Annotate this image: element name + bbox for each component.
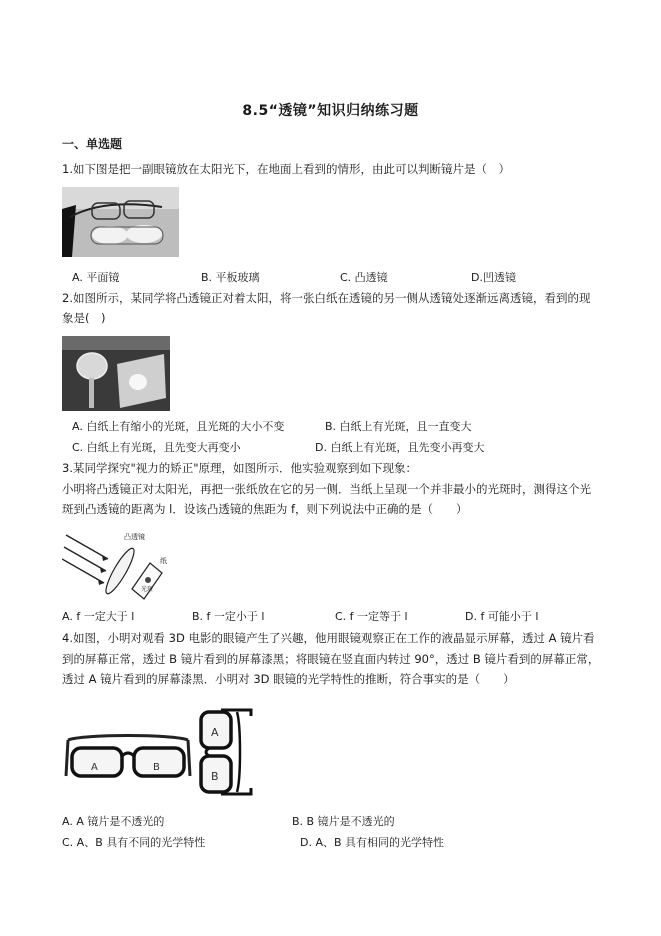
q4-option-c[interactable]: C. A、B 具有不同的光学特性 xyxy=(62,836,206,849)
q2-figure-lens-sun xyxy=(62,336,170,411)
q1-option-a[interactable]: A. 平面镜 xyxy=(72,271,120,284)
q4-option-b[interactable]: B. B 镜片是不透光的 xyxy=(292,815,395,828)
q4-lens-b-label: B xyxy=(153,762,160,773)
q3-option-b[interactable]: B. f 一定小于 l xyxy=(192,610,265,623)
q2-option-a[interactable]: A. 白纸上有缩小的光斑，且光斑的大小不变 xyxy=(72,420,285,433)
q4-text-line1: 4.如图，小明对观看 3D 电影的眼镜产生了兴趣，他用眼镜观察正在工作的液晶显示屏幕，透过 A 镜片看 xyxy=(62,631,595,645)
q3-text-line3: 斑到凸透镜的距离为 l．设该凸透镜的焦距为 f，则下列说法中正确的是（ ） xyxy=(62,502,468,516)
q2-option-b[interactable]: B. 白纸上有光斑，且一直变大 xyxy=(325,420,472,433)
q3-label-paper: 纸 xyxy=(160,557,167,565)
q4-rot-lens-b-label: B xyxy=(211,770,219,783)
q2-text-line2: 象是( ) xyxy=(62,311,106,325)
q3-label-lens: 凸透镜 xyxy=(124,533,145,541)
q4-option-a[interactable]: A. A 镜片是不透光的 xyxy=(62,815,165,828)
q2-option-d[interactable]: D. 白纸上有光斑，且先变小再变大 xyxy=(315,441,485,454)
q4-figure-glasses-horizontal xyxy=(64,720,192,782)
page-title: 8.5“透镜”知识归纳练习题 xyxy=(242,103,419,119)
q3-text-line2: 小明将凸透镜正对太阳光，再把一张纸放在它的另一侧．当纸上呈现一个并非最小的光斑时，测得这个光 xyxy=(62,482,591,496)
section-heading: 一、单选题 xyxy=(62,137,123,151)
q1-option-d[interactable]: D.凹透镜 xyxy=(471,271,516,284)
q3-text-line1: 3.某同学探究"视力的矫正"原理，如图所示．他实验观察到如下现象： xyxy=(62,461,418,475)
q1-text: 1.如下图是把一副眼镜放在太阳光下，在地面上看到的情形，由此可以判断镜片是（ ） xyxy=(62,162,510,176)
q3-option-a[interactable]: A. f 一定大于 l xyxy=(62,610,135,623)
q3-label-spot: 光斑 xyxy=(141,586,154,593)
q1-option-b[interactable]: B. 平板玻璃 xyxy=(201,271,260,284)
q3-option-c[interactable]: C. f 一定等于 l xyxy=(335,610,408,623)
q3-figure-lens-paper xyxy=(62,527,172,602)
q3-option-d[interactable]: D. f 可能小于 l xyxy=(465,610,539,623)
q2-option-c[interactable]: C. 白纸上有光斑，且先变大再变小 xyxy=(72,441,241,454)
q4-text-line2: 到的屏幕正常，透过 B 镜片看到的屏幕漆黑；将眼镜在竖直面内转过 90°，透过 B 镜片看到的屏幕正常， xyxy=(62,652,600,666)
q4-text-line3: 透过 A 镜片看到的屏幕漆黑．小明对 3D 眼镜的光学特性的推断，符合事实的是（ ） xyxy=(62,672,515,686)
q1-option-c[interactable]: C. 凸透镜 xyxy=(340,271,388,284)
q2-text-line1: 2.如图所示，某同学将凸透镜正对着太阳，将一张白纸在透镜的另一侧从透镜处逐渐远离透镜，看到的现 xyxy=(62,291,591,305)
q4-rot-lens-a-label: A xyxy=(211,726,219,739)
q4-figure-glasses-rotated xyxy=(197,706,255,798)
q4-option-d[interactable]: D. A、B 具有相同的光学特性 xyxy=(300,836,445,849)
q4-lens-a-label: A xyxy=(91,762,98,773)
q1-figure-glasses-shadow xyxy=(62,187,179,257)
